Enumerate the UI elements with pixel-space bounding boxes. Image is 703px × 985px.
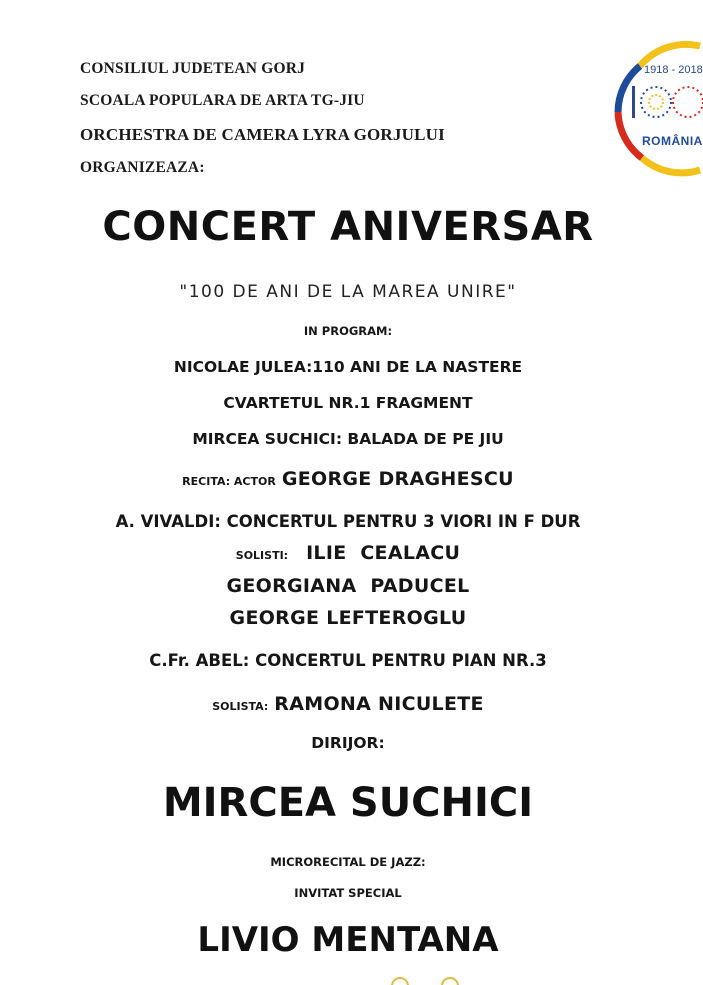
organizer-line-2: SCOALA POPULARA DE ARTA TG-JIU xyxy=(80,92,365,109)
guest-name: LIVIO MENTANA xyxy=(197,920,499,960)
guest-label: INVITAT SPECIAL xyxy=(294,886,402,900)
soloist-2: GEORGIANA PADUCEL xyxy=(226,575,470,597)
conductor-label: DIRIJOR: xyxy=(311,734,385,752)
organizer-line-1: CONSILIUL JUDETEAN GORJ xyxy=(80,60,306,77)
organizer-line-3: ORCHESTRA DE CAMERA LYRA GORJULUI xyxy=(80,125,445,144)
logo-years: 1918 - 2018 xyxy=(644,64,703,76)
event-subtitle: "100 DE ANI DE LA MAREA UNIRE" xyxy=(179,282,517,302)
program-item-5: C.Fr. ABEL: CONCERTUL PENTRU PIAN NR.3 xyxy=(149,651,547,670)
bottom-ornament-icon xyxy=(390,972,470,985)
program-item-1: NICOLAE JULEA:110 ANI DE LA NASTERE xyxy=(173,358,523,376)
program-item-2: CVARTETUL NR.1 FRAGMENT xyxy=(223,394,473,412)
jazz-label: MICRORECITAL DE JAZZ: xyxy=(270,855,426,869)
recita-line xyxy=(0,468,696,490)
conductor-name: MIRCEA SUCHICI xyxy=(162,780,534,826)
logo-dotted-100-icon xyxy=(626,82,696,128)
soloist-3: GEORGE LEFTEROGLU xyxy=(229,607,467,629)
soloists-line-1 xyxy=(0,542,696,564)
program-item-4: A. VIVALDI: CONCERTUL PENTRU 3 VIORI IN F DUR xyxy=(115,512,581,531)
solista-label: SOLISTA: xyxy=(212,700,269,713)
event-title: CONCERT ANIVERSAR xyxy=(102,204,594,250)
recita-label: RECITA: ACTOR xyxy=(182,475,276,488)
centenary-logo xyxy=(612,42,703,172)
recita-name: GEORGE DRAGHESCU xyxy=(281,468,514,490)
solista-line xyxy=(0,693,696,715)
solisti-label: SOLISTI: xyxy=(235,549,289,562)
soloist-1: ILIE CEALACU xyxy=(306,542,461,564)
program-item-3: MIRCEA SUCHICI: BALADA DE PE JIU xyxy=(192,430,504,448)
solista-name: RAMONA NICULETE xyxy=(274,693,484,715)
logo-wordmark: ROMÂNIA xyxy=(642,134,703,148)
organizer-line-4: ORGANIZEAZA: xyxy=(80,159,205,176)
program-heading: IN PROGRAM: xyxy=(303,324,393,338)
